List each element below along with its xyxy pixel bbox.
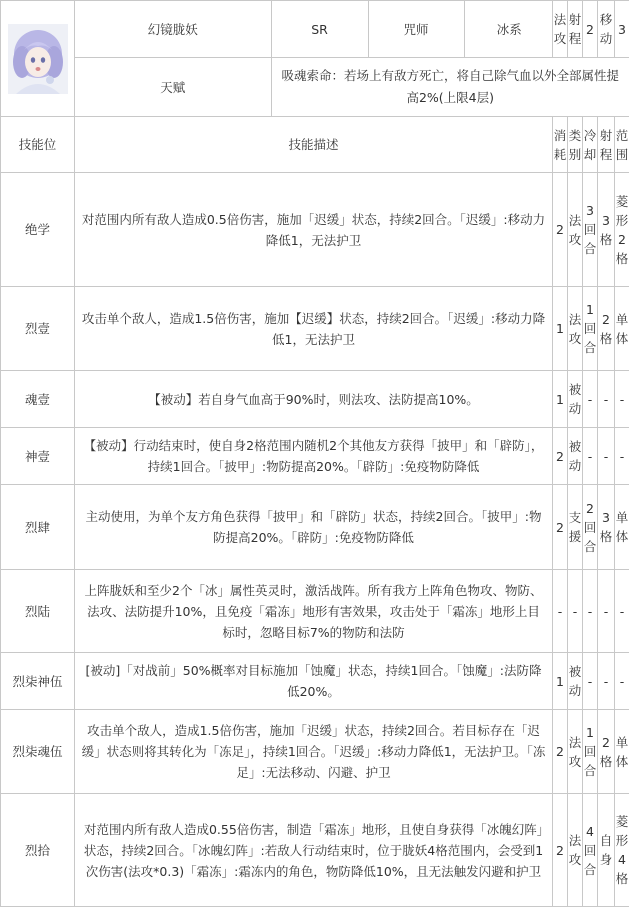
skill-range: 3格 <box>598 485 615 570</box>
skill-description: 上阵胧妖和至少2个「冰」属性英灵时，激活战阵。所有我方上阵角色物攻、物防、法攻、法防提升10%，且免疫「霜冻」地形有害效果，攻击处于「霜冻」地形上目标时，忽略目标7%的物防和法防 <box>75 570 553 653</box>
skill-description: 【被动】行动结束时，使自身2格范围内随机2个其他友方获得「披甲」和「辟防」，持续1回合。「披甲」:物防提高20%。「辟防」:免疫物防降低 <box>75 428 553 485</box>
range-label: 射程 <box>568 1 583 58</box>
talent-row <box>75 58 629 117</box>
skill-description: [被动]「对战前」50%概率对目标施加「蚀魔」状态，持续1回合。「蚀魔」:法防降低20%。 <box>75 653 553 710</box>
header-type: 类别 <box>568 117 583 173</box>
move-value: 3 <box>615 1 629 58</box>
element-value: 冰系 <box>464 1 553 57</box>
skill-cost: 1 <box>553 371 568 428</box>
talent-label: 天赋 <box>75 58 271 116</box>
skill-cooldown: - <box>583 371 598 428</box>
table-row <box>1 428 629 485</box>
talent-text: 吸魂索命：若场上有敌方死亡，将自己除气血以外全部属性提高2%(上限4层) <box>281 68 619 105</box>
header-cooldown: 冷却 <box>583 117 598 173</box>
skill-area: 菱形4格 <box>615 794 629 907</box>
skill-area: - <box>615 371 629 428</box>
table-row <box>1 287 629 371</box>
skill-cost: 2 <box>553 710 568 794</box>
skill-type: 法攻 <box>568 287 583 371</box>
skill-area: - <box>615 428 629 485</box>
skill-cost: 2 <box>553 428 568 485</box>
skill-cooldown: 2回合 <box>583 485 598 570</box>
skill-description: 攻击单个敌人，造成1.5倍伤害，施加「迟缓」状态，持续2回合。若目标存在「迟缓」状态则将其转化为「冻足」，持续1回合。「迟缓」:移动力降低1，无法护卫。「冻足」:无法移动、闪避、护卫 <box>75 710 553 794</box>
skill-cooldown: - <box>583 570 598 653</box>
skill-cooldown: 1回合 <box>583 710 598 794</box>
table-row <box>1 173 629 287</box>
header-slot: 技能位 <box>1 117 75 173</box>
skill-slot: 神壹 <box>1 428 75 485</box>
skill-slot: 烈壹 <box>1 287 75 371</box>
skill-slot: 烈肆 <box>1 485 75 570</box>
skill-cooldown: - <box>583 428 598 485</box>
skill-description: 攻击单个敌人，造成1.5倍伤害，施加【迟缓】状态，持续2回合。「迟缓」:移动力降低1，无法护卫 <box>75 287 553 371</box>
skill-description: 对范围内所有敌人造成0.5倍伤害，施加「迟缓」状态，持续2回合。「迟缓」:移动力降低1，无法护卫 <box>75 173 553 287</box>
skill-cooldown: 3回合 <box>583 173 598 287</box>
class-value: 咒师 <box>368 1 464 57</box>
skill-cooldown: 1回合 <box>583 287 598 371</box>
move-label: 移动 <box>598 1 615 58</box>
skill-area: - <box>615 653 629 710</box>
skill-slot: 烈柒魂伍 <box>1 710 75 794</box>
skill-range: - <box>598 371 615 428</box>
skill-description: 【被动】若自身气血高于90%时，则法攻、法防提高10%。 <box>75 371 553 428</box>
skill-description: 主动使用，为单个友方角色获得「披甲」和「辟防」状态，持续2回合。「披甲」:物防提高20%。「辟防」:免疫物防降低 <box>75 485 553 570</box>
skill-cost: 2 <box>553 485 568 570</box>
header-row <box>75 1 553 58</box>
skill-cost: 2 <box>553 173 568 287</box>
skill-range: - <box>598 653 615 710</box>
skill-area: 单体 <box>615 287 629 371</box>
header-cost: 消耗 <box>553 117 568 173</box>
skill-slot: 烈柒神伍 <box>1 653 75 710</box>
skill-range: - <box>598 428 615 485</box>
skill-cooldown: 4回合 <box>583 794 598 907</box>
skill-slot: 魂壹 <box>1 371 75 428</box>
skill-area: 菱形2格 <box>615 173 629 287</box>
character-portrait-icon <box>8 24 68 94</box>
skill-area: 单体 <box>615 485 629 570</box>
skill-cost: - <box>553 570 568 653</box>
header-description: 技能描述 <box>75 117 553 173</box>
skill-range: 自身 <box>598 794 615 907</box>
header-area: 范围 <box>615 117 629 173</box>
skill-range: - <box>598 570 615 653</box>
skill-cost: 2 <box>553 794 568 907</box>
table-row <box>1 485 629 570</box>
skill-type: 法攻 <box>568 794 583 907</box>
skill-cost: 1 <box>553 287 568 371</box>
skill-slot: 烈拾 <box>1 794 75 907</box>
skill-type: 被动 <box>568 371 583 428</box>
table-row <box>1 710 629 794</box>
skill-type: 支援 <box>568 485 583 570</box>
header-inner <box>75 1 553 57</box>
table-row <box>1 653 629 710</box>
skill-type: 被动 <box>568 428 583 485</box>
table-row <box>1 570 629 653</box>
range-value: 2 <box>583 1 598 58</box>
attack-type-label: 法攻 <box>553 1 568 58</box>
skill-range: 2格 <box>598 710 615 794</box>
skill-range: 3格 <box>598 173 615 287</box>
skill-slot: 绝学 <box>1 173 75 287</box>
table-row <box>1 794 629 907</box>
portrait-cell <box>1 1 75 117</box>
character-name: 幻镜胧妖 <box>75 1 271 57</box>
table-row <box>1 371 629 428</box>
skill-range: 2格 <box>598 287 615 371</box>
skill-description: 对范围内所有敌人造成0.55倍伤害，制造「霜冻」地形，且使自身获得「冰魄幻阵」状态，持续2回合。「冰魄幻阵」:若敌人行动结束时，位于胧妖4格范围内，会受到1次伤害(法攻*0.3)「霜冻」:霜冻内的角色，物防降低10%，且无法触发闪避和护卫 <box>75 794 553 907</box>
skill-cooldown: - <box>583 653 598 710</box>
skill-slot: 烈陆 <box>1 570 75 653</box>
header-range: 射程 <box>598 117 615 173</box>
skill-cost: 1 <box>553 653 568 710</box>
skill-type: 法攻 <box>568 710 583 794</box>
skill-type: - <box>568 570 583 653</box>
skill-type: 法攻 <box>568 173 583 287</box>
skill-type: 被动 <box>568 653 583 710</box>
skill-area: - <box>615 570 629 653</box>
rarity-value: SR <box>271 1 368 57</box>
talent-inner <box>75 58 629 116</box>
skill-area: 单体 <box>615 710 629 794</box>
